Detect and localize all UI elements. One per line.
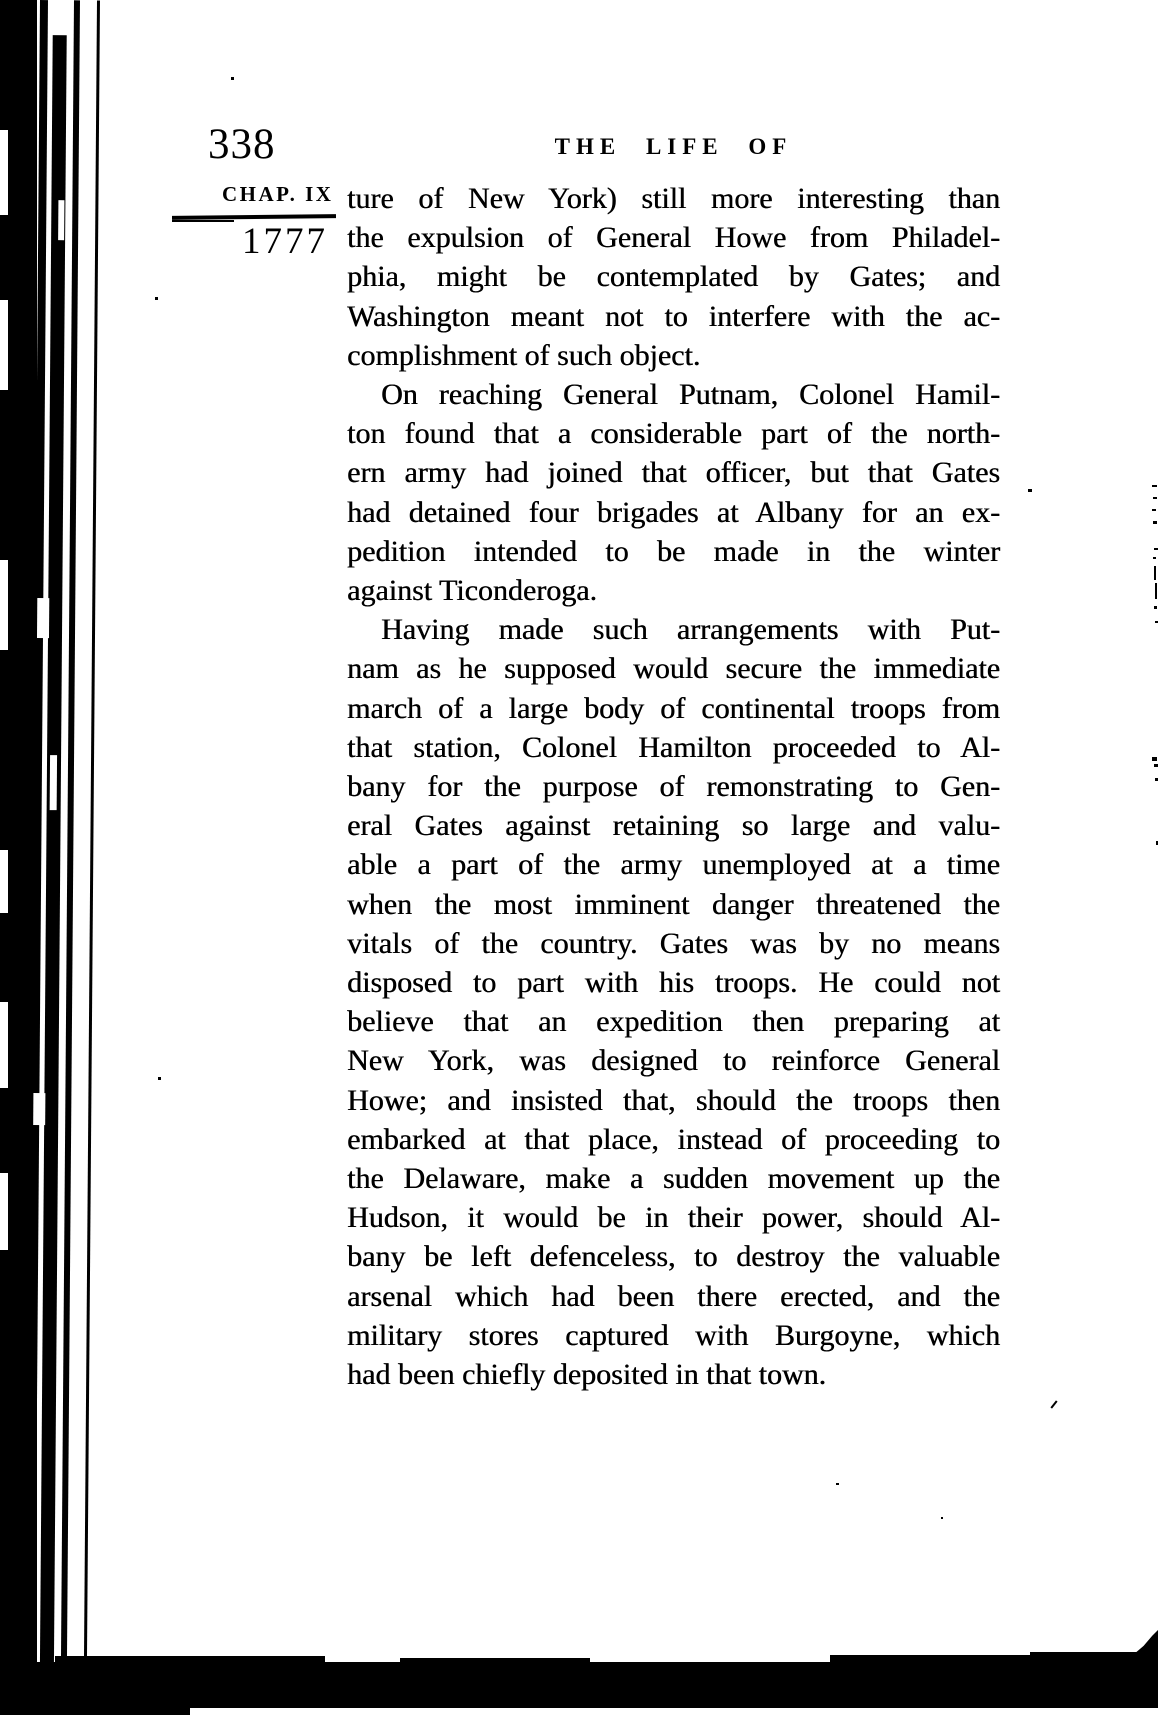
- running-header: THE LIFE OF: [554, 134, 793, 159]
- text-line: military stores captured with Burgoyne, which: [347, 1318, 1000, 1352]
- text-line: disposed to part with his troops. He could not: [347, 966, 1000, 1000]
- text-line: ture of New York) still more interesting than: [347, 182, 1000, 215]
- text-line: against Ticonderoga.: [347, 574, 597, 608]
- text-line: pedition intended to be made in the winter: [347, 534, 1000, 568]
- text-line: arsenal which had been there erected, and the: [347, 1279, 1000, 1313]
- chapter-margin-note: CHAP. IX: [222, 182, 334, 206]
- text-line: Having made such arrangements with Put-: [381, 613, 1000, 647]
- text-line: phia, might be contemplated by Gates; and: [347, 260, 1000, 294]
- text-line: Howe; and insisted that, should the troops then: [347, 1083, 1000, 1117]
- scan-bottom-band: [0, 1662, 1158, 1708]
- text-line: Washington meant not to interfere with the ac-: [347, 299, 1000, 333]
- text-line: able a part of the army unemployed at a time: [347, 848, 1000, 882]
- text-line: ton found that a considerable part of the north-: [347, 417, 1000, 451]
- text-line: bany be left defenceless, to destroy the valuable: [347, 1240, 1000, 1274]
- text-line: New York, was designed to reinforce General: [347, 1044, 1000, 1078]
- text-line: eral Gates against retaining so large and valu-: [347, 809, 1000, 843]
- text-line: the expulsion of General Howe from Philadel-: [347, 221, 1000, 255]
- text-line: had been chiefly deposited in that town.: [347, 1358, 827, 1392]
- text-line: when the most imminent danger threatened the: [347, 887, 1000, 921]
- text-line: vitals of the country. Gates was by no means: [347, 926, 1000, 960]
- text-line: had detained four brigades at Albany for an ex-: [347, 495, 1000, 529]
- text-line: Hudson, it would be in their power, should Al-: [347, 1201, 1000, 1235]
- page-number: 338: [208, 121, 276, 168]
- text-line: that station, Colonel Hamilton proceeded to Al-: [347, 730, 1000, 764]
- text-line: bany for the purpose of remonstrating to Gen-: [347, 770, 1000, 804]
- text-line: complishment of such object.: [347, 338, 701, 372]
- text-line: embarked at that place, instead of proceeding to: [347, 1122, 1000, 1156]
- text-line: believe that an expedition then preparing at: [347, 1005, 1000, 1039]
- year-margin-note: 1777: [242, 221, 328, 262]
- text-line: nam as he supposed would secure the immediate: [347, 652, 1000, 686]
- text-line: march of a large body of continental troops from: [347, 691, 1000, 725]
- text-line: ern army had joined that officer, but that Gates: [347, 456, 1000, 490]
- text-line: On reaching General Putnam, Colonel Hamil-: [381, 378, 1000, 412]
- text-line: the Delaware, make a sudden movement up the: [347, 1162, 1000, 1196]
